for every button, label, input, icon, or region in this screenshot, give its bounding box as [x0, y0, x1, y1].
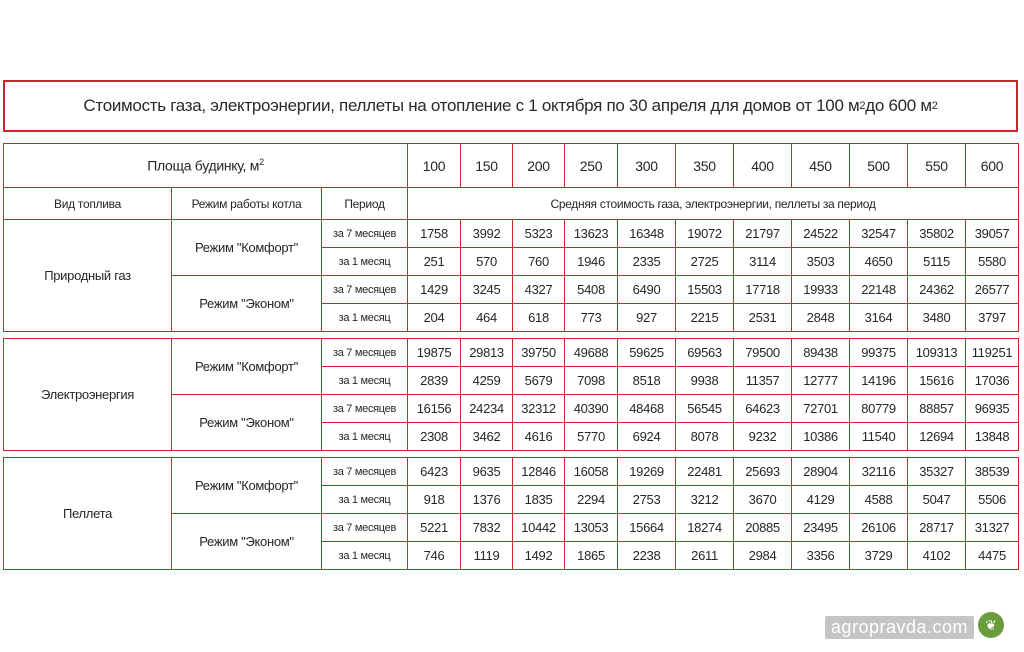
value-cell: 1865 — [565, 542, 618, 570]
value-cell: 2294 — [565, 486, 618, 514]
value-cell: 5047 — [908, 486, 966, 514]
value-cell: 2753 — [618, 486, 676, 514]
value-cell: 31327 — [966, 514, 1019, 542]
value-cell: 24362 — [908, 276, 966, 304]
value-cell: 23495 — [792, 514, 850, 542]
table-row — [4, 220, 1019, 248]
value-cell: 80779 — [850, 395, 908, 423]
value-cell: 251 — [408, 248, 461, 276]
value-cell: 10442 — [513, 514, 565, 542]
title-sup-1: 2 — [859, 100, 866, 112]
value-cell: 1429 — [408, 276, 461, 304]
value-cell: 13623 — [565, 220, 618, 248]
period-cell: за 1 месяц — [322, 367, 408, 395]
area-cell: 500 — [850, 144, 908, 188]
value-cell: 16058 — [565, 458, 618, 486]
value-cell: 4129 — [792, 486, 850, 514]
value-cell: 1376 — [461, 486, 513, 514]
value-cell: 64623 — [734, 395, 792, 423]
value-cell: 464 — [461, 304, 513, 332]
value-cell: 1835 — [513, 486, 565, 514]
value-cell: 2531 — [734, 304, 792, 332]
area-cell: 600 — [966, 144, 1019, 188]
value-cell: 10386 — [792, 423, 850, 451]
value-cell: 6423 — [408, 458, 461, 486]
value-cell: 4616 — [513, 423, 565, 451]
value-cell: 3164 — [850, 304, 908, 332]
value-cell: 32312 — [513, 395, 565, 423]
value-cell: 2848 — [792, 304, 850, 332]
value-cell: 3670 — [734, 486, 792, 514]
value-cell: 72701 — [792, 395, 850, 423]
value-cell: 746 — [408, 542, 461, 570]
value-cell: 4102 — [908, 542, 966, 570]
value-cell: 32547 — [850, 220, 908, 248]
period-cell: за 1 месяц — [322, 423, 408, 451]
mode-cell: Режим "Комфорт" — [172, 458, 322, 514]
value-cell: 6924 — [618, 423, 676, 451]
mode-cell: Режим "Эконом" — [172, 395, 322, 451]
period-column-header: Период — [322, 188, 408, 220]
value-cell: 3212 — [676, 486, 734, 514]
value-cell: 15503 — [676, 276, 734, 304]
value-cell: 48468 — [618, 395, 676, 423]
value-cell: 13848 — [966, 423, 1019, 451]
value-cell: 12846 — [513, 458, 565, 486]
value-cell: 9635 — [461, 458, 513, 486]
value-cell: 22481 — [676, 458, 734, 486]
value-cell: 618 — [513, 304, 565, 332]
value-cell: 79500 — [734, 339, 792, 367]
mode-cell: Режим "Эконом" — [172, 276, 322, 332]
value-cell: 19875 — [408, 339, 461, 367]
section-gap — [4, 332, 1019, 339]
value-cell: 11540 — [850, 423, 908, 451]
area-cell: 450 — [792, 144, 850, 188]
value-cell: 49688 — [565, 339, 618, 367]
column-header-row — [4, 188, 1019, 220]
area-label: Площа будинку, $м^2$ — [4, 144, 408, 188]
value-cell: 99375 — [850, 339, 908, 367]
value-cell: 59625 — [618, 339, 676, 367]
value-cell: 19933 — [792, 276, 850, 304]
value-cell: 16348 — [618, 220, 676, 248]
avg-cost-header: Средняя стоимость газа, электроэнергии, пеллеты за период — [408, 188, 1019, 220]
value-cell: 7098 — [565, 367, 618, 395]
value-cell: 29813 — [461, 339, 513, 367]
value-cell: 28904 — [792, 458, 850, 486]
value-cell: 12694 — [908, 423, 966, 451]
value-cell: 5770 — [565, 423, 618, 451]
leaf-logo-icon: ❦ — [978, 612, 1004, 638]
value-cell: 9938 — [676, 367, 734, 395]
value-cell: 89438 — [792, 339, 850, 367]
area-cell: 100 — [408, 144, 461, 188]
value-cell: 2238 — [618, 542, 676, 570]
value-cell: 1946 — [565, 248, 618, 276]
value-cell: 2215 — [676, 304, 734, 332]
title-text-middle: до 600 м — [865, 96, 932, 115]
value-cell: 6490 — [618, 276, 676, 304]
value-cell: 927 — [618, 304, 676, 332]
value-cell: 3114 — [734, 248, 792, 276]
value-cell: 32116 — [850, 458, 908, 486]
value-cell: 8518 — [618, 367, 676, 395]
value-cell: 773 — [565, 304, 618, 332]
value-cell: 3462 — [461, 423, 513, 451]
value-cell: 4259 — [461, 367, 513, 395]
value-cell: 5506 — [966, 486, 1019, 514]
value-cell: 3245 — [461, 276, 513, 304]
value-cell: 3992 — [461, 220, 513, 248]
value-cell: 15616 — [908, 367, 966, 395]
value-cell: 19072 — [676, 220, 734, 248]
title-text-before: Стоимость газа, электроэнергии, пеллеты на отопление с 1 октября по 30 апреля для домов от 100 м — [83, 96, 860, 115]
value-cell: 760 — [513, 248, 565, 276]
value-cell: 11357 — [734, 367, 792, 395]
value-cell: 14196 — [850, 367, 908, 395]
value-cell: 3356 — [792, 542, 850, 570]
table-row — [4, 339, 1019, 367]
value-cell: 1119 — [461, 542, 513, 570]
value-cell: 13053 — [565, 514, 618, 542]
value-cell: 96935 — [966, 395, 1019, 423]
value-cell: 88857 — [908, 395, 966, 423]
value-cell: 2335 — [618, 248, 676, 276]
table-title — [3, 80, 1018, 132]
value-cell: 1758 — [408, 220, 461, 248]
period-cell: за 7 месяцев — [322, 395, 408, 423]
value-cell: 35802 — [908, 220, 966, 248]
value-cell: 38539 — [966, 458, 1019, 486]
value-cell: 28717 — [908, 514, 966, 542]
period-cell: за 1 месяц — [322, 542, 408, 570]
area-cell: 150 — [461, 144, 513, 188]
area-cell: 300 — [618, 144, 676, 188]
section-gap-cell — [4, 332, 1019, 339]
area-row — [4, 144, 1019, 188]
value-cell: 2611 — [676, 542, 734, 570]
mode-cell: Режим "Комфорт" — [172, 339, 322, 395]
value-cell: 18274 — [676, 514, 734, 542]
period-cell: за 1 месяц — [322, 486, 408, 514]
fuel-column-header: Вид топлива — [4, 188, 172, 220]
value-cell: 21797 — [734, 220, 792, 248]
mode-cell: Режим "Комфорт" — [172, 220, 322, 276]
value-cell: 1492 — [513, 542, 565, 570]
value-cell: 35327 — [908, 458, 966, 486]
period-cell: за 1 месяц — [322, 304, 408, 332]
period-cell: за 7 месяцев — [322, 276, 408, 304]
fuel-type-cell: Электроэнергия — [4, 339, 172, 451]
fuel-type-cell: Пеллета — [4, 458, 172, 570]
value-cell: 39750 — [513, 339, 565, 367]
value-cell: 4588 — [850, 486, 908, 514]
value-cell: 16156 — [408, 395, 461, 423]
value-cell: 5323 — [513, 220, 565, 248]
value-cell: 2984 — [734, 542, 792, 570]
period-cell: за 1 месяц — [322, 248, 408, 276]
value-cell: 119251 — [966, 339, 1019, 367]
section-gap — [4, 451, 1019, 458]
value-cell: 109313 — [908, 339, 966, 367]
value-cell: 204 — [408, 304, 461, 332]
value-cell: 918 — [408, 486, 461, 514]
value-cell: 15664 — [618, 514, 676, 542]
fuel-type-cell: Природный газ — [4, 220, 172, 332]
value-cell: 570 — [461, 248, 513, 276]
value-cell: 2725 — [676, 248, 734, 276]
value-cell: 26577 — [966, 276, 1019, 304]
value-cell: 5580 — [966, 248, 1019, 276]
area-cell: 550 — [908, 144, 966, 188]
mode-column-header: Режим работы котла — [172, 188, 322, 220]
value-cell: 2308 — [408, 423, 461, 451]
period-cell: за 7 месяцев — [322, 339, 408, 367]
value-cell: 17036 — [966, 367, 1019, 395]
value-cell: 7832 — [461, 514, 513, 542]
value-cell: 39057 — [966, 220, 1019, 248]
area-cell: 200 — [513, 144, 565, 188]
area-cell: 250 — [565, 144, 618, 188]
value-cell: 5408 — [565, 276, 618, 304]
watermark: agropravda.com — [825, 616, 974, 639]
value-cell: 12777 — [792, 367, 850, 395]
section-gap-cell — [4, 451, 1019, 458]
title-sup-2: 2 — [931, 100, 938, 112]
mode-cell: Режим "Эконом" — [172, 514, 322, 570]
value-cell: 69563 — [676, 339, 734, 367]
value-cell: 22148 — [850, 276, 908, 304]
value-cell: 17718 — [734, 276, 792, 304]
value-cell: 2839 — [408, 367, 461, 395]
value-cell: 24522 — [792, 220, 850, 248]
value-cell: 5221 — [408, 514, 461, 542]
area-cell: 400 — [734, 144, 792, 188]
period-cell: за 7 месяцев — [322, 514, 408, 542]
period-cell: за 7 месяцев — [322, 220, 408, 248]
value-cell: 19269 — [618, 458, 676, 486]
value-cell: 26106 — [850, 514, 908, 542]
value-cell: 3503 — [792, 248, 850, 276]
value-cell: 3480 — [908, 304, 966, 332]
value-cell: 25693 — [734, 458, 792, 486]
value-cell: 4650 — [850, 248, 908, 276]
value-cell: 8078 — [676, 423, 734, 451]
value-cell: 4475 — [966, 542, 1019, 570]
value-cell: 3797 — [966, 304, 1019, 332]
value-cell: 3729 — [850, 542, 908, 570]
area-cell: 350 — [676, 144, 734, 188]
cost-table — [3, 143, 1019, 570]
period-cell: за 7 месяцев — [322, 458, 408, 486]
value-cell: 5115 — [908, 248, 966, 276]
value-cell: 5679 — [513, 367, 565, 395]
value-cell: 4327 — [513, 276, 565, 304]
value-cell: 9232 — [734, 423, 792, 451]
value-cell: 40390 — [565, 395, 618, 423]
table-row — [4, 458, 1019, 486]
value-cell: 24234 — [461, 395, 513, 423]
value-cell: 20885 — [734, 514, 792, 542]
value-cell: 56545 — [676, 395, 734, 423]
